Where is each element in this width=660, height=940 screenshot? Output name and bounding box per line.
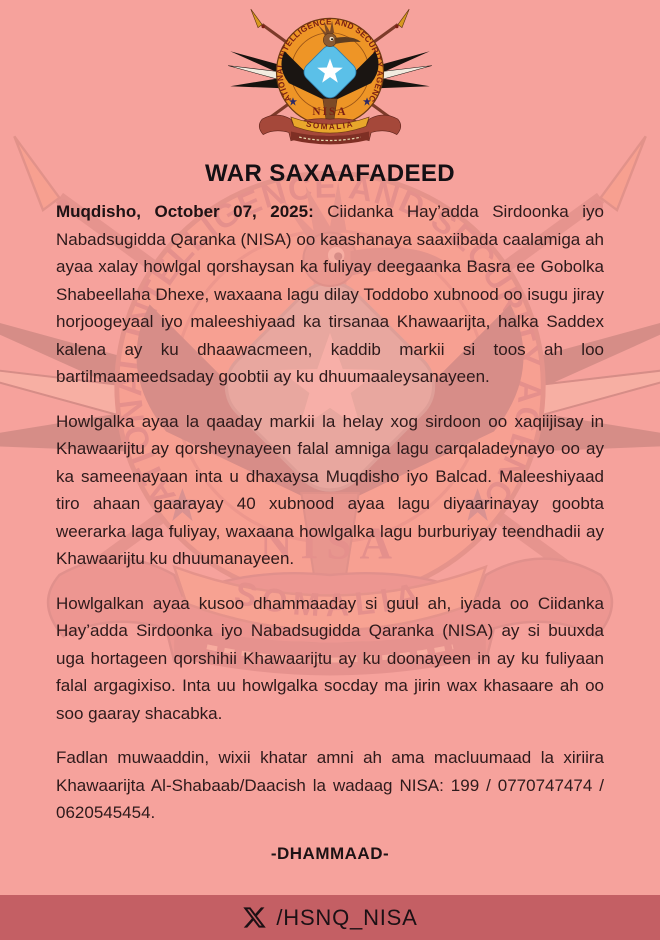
dateline: Muqdisho, October 07, 2025: [56, 202, 314, 221]
page-title: WAR SAXAAFADEED [204, 160, 456, 187]
end-mark: -DHAMMAAD- [270, 843, 390, 863]
paragraph-2-text: Howlgalka ayaa la qaaday markii la helay xog sirdoon oo xaqiijisay in Khawaarijtu ay qorsheynayeen falal amniga lagu carqaladeynayo oo ay ka sameenayaan inta u dhaxaysa Muqdisho iyo Balcad. Maleeshiyaad tiro ahaan gaarayay 40 xubnood ayaa lagu diyaarinayay goobta weerarka laga fuliyay, waxaana howlgalka lagu burburiyay teendhadii ay Khawaarijtu ku dhuumanayeen. [56, 411, 604, 568]
social-bar [0, 895, 660, 940]
press-release-page [0, 6, 660, 864]
paragraph-3-text: Howlgalkan ayaa kusoo dhammaaday si guul ah, iyada oo Ciidanka Hay’adda Sirdoonka iyo Nabadsugidda Qaranka (NISA) ay si buuxda uga hortageen qorshihii Khawaarijtu ay ku doonayeen in ay ku fuliyaan falal argagixiso. Inta uu howlgalka socday ma jirin wax khasaare ah oo soo gaaray shacabka. [56, 593, 604, 723]
paragraph-1-text: Ciidanka Hay’adda Sirdoonka iyo Nabadsugidda Qaranka (NISA) oo kaashanaya saaxiibada caalamiga ah ayaa xalay howlgal qorshaysan ka fuliyay deegaanka Basra ee Gobolka Shabeellaha Dhexe, waxaana lagu dilay Toddobo xubnood oo isugu jiray horjoogeyaal iyo maleeshiyaad ka tirsanaa Khawaarijta, halka Saddex kalena ay ku dhaawacmeen, kaddib markii si toos ah loo bartilmaameedsaday goobtii ay ku dhuumaaleysanayeen. [56, 202, 604, 386]
paragraph-2 [56, 408, 604, 573]
paragraph-1 [56, 198, 604, 391]
paragraph-4 [56, 744, 604, 827]
nisa-emblem-logo [227, 6, 433, 150]
x-logo-icon [242, 905, 267, 930]
paragraph-3 [56, 590, 604, 728]
paragraph-4-text: Fadlan muwaaddin, wixii khatar amni ah ama macluumaad la xiriira Khawaarijta Al-Shabaab/Daacish la wadaag NISA: 199 / 0770747474 / 0620545454. [56, 748, 604, 822]
press-release-body [56, 198, 604, 827]
social-handle: /HSNQ_NISA [276, 904, 418, 930]
